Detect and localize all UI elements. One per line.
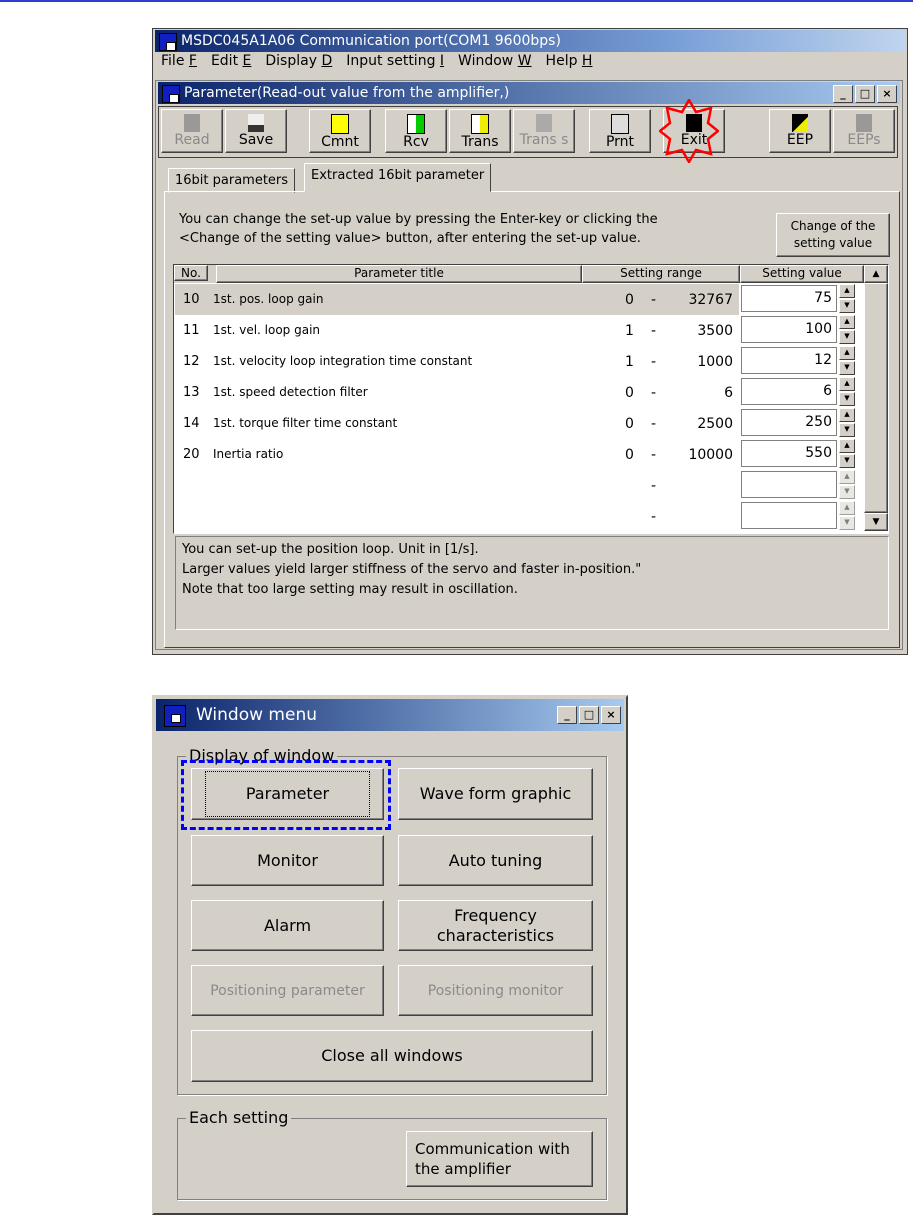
menu-item[interactable]: Display D [265,53,333,69]
change-setting-value-button[interactable]: Change of the setting value [776,213,890,257]
row-title: 1st. speed detection filter [213,385,368,399]
setting-value-input[interactable]: 250 [741,409,837,436]
waveform-graphic-button[interactable]: Wave form graphic [398,768,593,820]
minimize-button[interactable]: _ [833,85,853,103]
spin-down-icon[interactable]: ▼ [839,299,855,313]
exit-highlight-star [659,99,719,163]
row-dash: - [651,509,657,525]
scroll-down-button[interactable]: ▼ [864,513,888,531]
row-min: 0 [625,416,634,432]
receive-arrow-icon [407,114,425,134]
main-title: MSDC045A1A06 Communication port(COM1 9600bps) [181,33,561,49]
window-menu-icon [164,705,186,727]
transmit-s-button[interactable]: Trans s [513,109,575,153]
spin-up-icon[interactable]: ▲ [839,408,855,422]
tab-panel [164,191,900,648]
header-title[interactable]: Parameter title [216,265,582,283]
toolbar [158,106,898,158]
spin-up-icon[interactable]: ▲ [839,377,855,391]
row-no: 12 [183,354,200,369]
row-no: 13 [183,385,200,400]
auto-tuning-button[interactable]: Auto tuning [398,835,593,886]
value-spinner[interactable] [839,408,855,435]
parameter-window [155,80,903,650]
save-button[interactable]: Save [225,109,287,153]
spin-up-icon[interactable]: ▲ [839,439,855,453]
spin-down-icon[interactable]: ▼ [839,392,855,406]
spin-down-icon[interactable]: ▼ [839,423,855,437]
row-no: 10 [183,292,200,307]
row-max: 10000 [688,447,733,463]
read-button[interactable]: Read [161,109,223,153]
header-range[interactable]: Setting range [582,265,740,283]
row-max: 6 [724,385,733,401]
row-min: 0 [625,447,634,463]
eep-button[interactable]: EEP [769,109,831,153]
row-min: 1 [625,323,634,339]
value-spinner[interactable] [839,501,855,528]
table-row[interactable] [175,408,863,439]
header-no[interactable]: No. [174,265,208,281]
value-spinner[interactable] [839,470,855,497]
table-header [174,265,864,283]
window-menu-title-bar[interactable] [156,699,624,731]
menu-item[interactable]: Window W [458,53,532,69]
spin-down-icon[interactable]: ▼ [839,361,855,375]
spin-down-icon[interactable]: ▼ [839,454,855,468]
spin-up-icon[interactable]: ▲ [839,501,855,515]
transmit-disabled-icon [536,114,552,132]
main-title-bar[interactable] [155,30,905,52]
exit-button[interactable]: Exit [663,109,725,153]
maximize-button[interactable]: □ [855,85,875,103]
main-window [152,28,908,655]
menu-item[interactable]: Input setting I [346,53,445,69]
minimize-button[interactable]: _ [557,706,577,724]
instruction-text: You can change the set-up value by pressing the Enter-key or clicking the <Change of the setting value> button, after entering the set-up value. [179,212,658,246]
close-all-windows-button[interactable]: Close all windows [191,1030,593,1082]
row-dash: - [651,323,657,339]
row-title: 1st. velocity loop integration time constant [213,354,473,368]
parameter-title: Parameter(Read-out value from the amplifier,) [184,85,510,101]
row-min: 1 [625,354,634,370]
table-row[interactable] [175,501,863,532]
table-row[interactable] [175,377,863,408]
menu-item[interactable]: File F [161,53,197,69]
row-max: 3500 [697,323,733,339]
menu-item[interactable]: Edit E [210,53,252,69]
row-title: Inertia ratio [213,447,284,461]
row-min: 0 [625,292,634,308]
parameter-title-bar[interactable] [158,82,900,104]
parameter-table [173,264,889,534]
table-row[interactable] [175,470,863,501]
table-row[interactable] [175,315,863,346]
table-row[interactable] [175,284,863,315]
positioning-parameter-button[interactable]: Positioning parameter [191,965,384,1016]
tab-16bit-parameters[interactable]: 16bit parameters [168,168,295,193]
positioning-monitor-button[interactable]: Positioning monitor [398,965,593,1016]
eeprom-icon [792,114,808,132]
floppy-save-icon [248,114,264,132]
note-icon [331,114,349,134]
scroll-thumb[interactable] [864,283,888,513]
setting-value-input[interactable]: 75 [741,285,837,312]
spin-down-icon[interactable]: ▼ [839,330,855,344]
table-scrollbar[interactable] [864,265,888,531]
row-dash: - [651,478,657,494]
eeps-button[interactable]: EEPs [833,109,895,153]
floppy-icon [184,114,200,132]
frequency-characteristics-button[interactable]: Frequency characteristics [398,900,593,951]
window-menu-title: Window menu [196,705,318,725]
setting-value-input[interactable]: 12 [741,347,837,374]
menu-bar [161,53,592,69]
row-title: 1st. torque filter time constant [213,416,398,430]
value-spinner[interactable] [839,439,855,466]
setting-value-input[interactable] [741,502,837,529]
row-dash: - [651,447,657,463]
row-dash: - [651,292,657,308]
parameter-button[interactable]: Parameter [191,768,384,820]
spin-up-icon[interactable]: ▲ [839,346,855,360]
row-max: 32767 [688,292,733,308]
monitor-button[interactable]: Monitor [191,835,384,886]
value-spinner[interactable] [839,377,855,404]
page-top-rule [0,0,913,2]
tab-extracted-16bit-parameter[interactable]: Extracted 16bit parameter [304,163,491,192]
row-title: 1st. vel. loop gain [213,323,321,337]
alarm-button[interactable]: Alarm [191,900,384,951]
row-no: 14 [183,416,200,431]
comment-button[interactable]: Cmnt [309,109,371,153]
row-max: 1000 [697,354,733,370]
communication-with-amplifier-button[interactable]: Communication with the amplifier [406,1131,593,1187]
spin-down-icon[interactable]: ▼ [839,516,855,530]
description-box: You can set-up the position loop. Unit in [1/s]. Larger values yield larger stiffness of the servo and faster in-position." Note that too large setting may result in oscillation. [175,536,889,630]
spin-up-icon[interactable]: ▲ [839,315,855,329]
setting-value-input[interactable]: 6 [741,378,837,405]
row-max: 2500 [697,416,733,432]
value-spinner[interactable] [839,315,855,342]
close-button[interactable]: × [601,706,621,724]
group-label: Each setting [186,1108,291,1127]
setting-value-input[interactable] [741,471,837,498]
app-icon [159,33,177,51]
row-title: 1st. pos. loop gain [213,292,324,306]
row-no: 20 [183,447,200,462]
spin-up-icon[interactable]: ▲ [839,470,855,484]
row-dash: - [651,354,657,370]
group-label: Display of window [186,746,337,765]
transmit-button[interactable]: Trans [449,109,511,153]
window-icon [162,85,180,103]
print-button[interactable]: Prnt [589,109,651,153]
setting-value-input[interactable]: 550 [741,440,837,467]
row-dash: - [651,416,657,432]
menu-item[interactable]: Help H [545,53,593,69]
close-button[interactable]: × [877,85,897,103]
printer-icon [611,114,629,134]
row-dash: - [651,385,657,401]
row-min: 0 [625,385,634,401]
transmit-arrow-icon [471,114,489,134]
spin-up-icon[interactable]: ▲ [839,284,855,298]
table-row[interactable] [175,439,863,470]
value-spinner[interactable] [839,284,855,311]
header-value[interactable]: Setting value [740,265,864,283]
row-no: 11 [183,323,200,338]
value-spinner[interactable] [839,346,855,373]
setting-value-input[interactable]: 100 [741,316,837,343]
receive-button[interactable]: Rcv [385,109,447,153]
eeprom-disabled-icon [856,114,872,132]
window-menu [152,695,628,1215]
maximize-button[interactable]: □ [579,706,599,724]
table-row[interactable] [175,346,863,377]
spin-down-icon[interactable]: ▼ [839,485,855,499]
scroll-up-button[interactable]: ▲ [864,265,888,283]
